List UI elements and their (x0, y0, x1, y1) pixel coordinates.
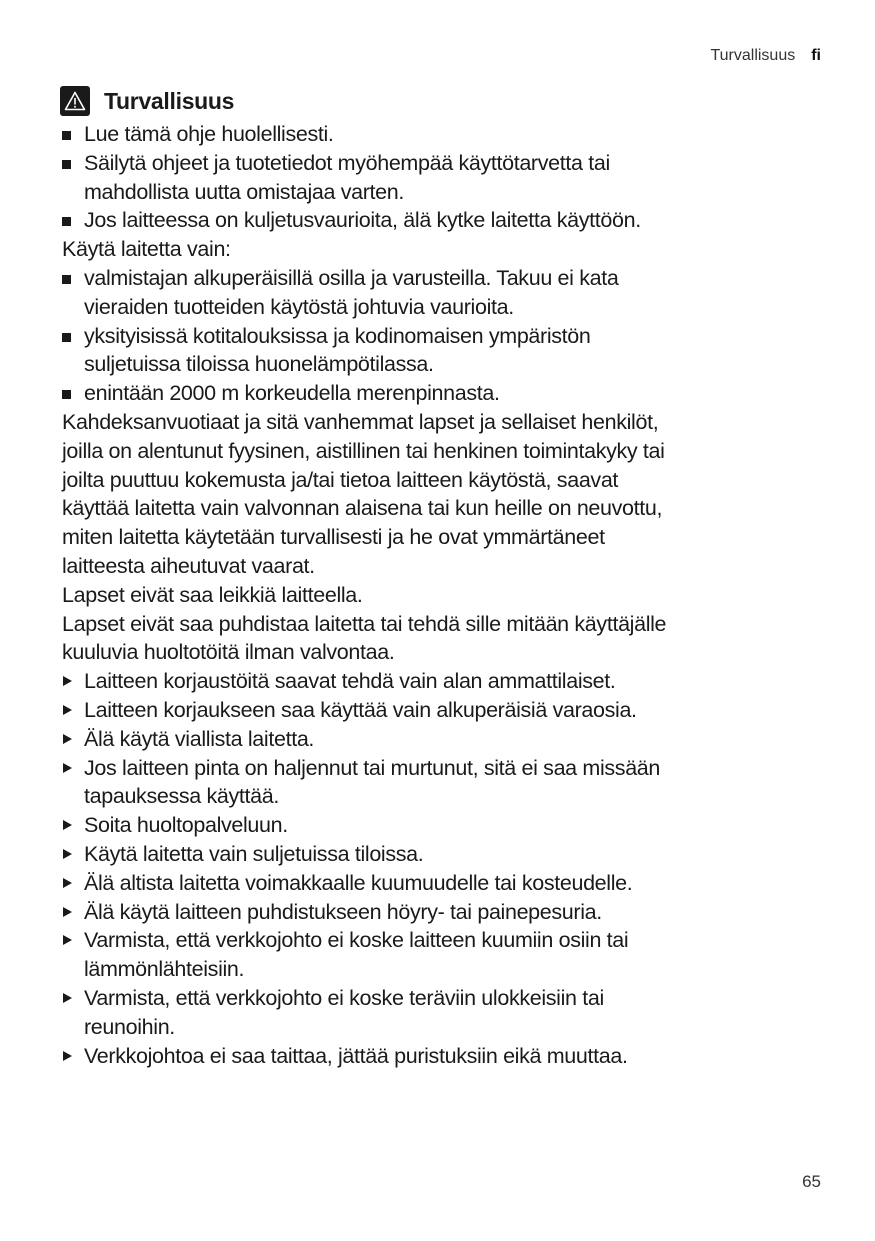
list-item (62, 379, 822, 408)
list-item (62, 667, 822, 696)
list-item (62, 322, 822, 380)
text-line: Verkkojohtoa ei saa taittaa, jättää puristuksiin eikä muuttaa. (84, 1043, 628, 1068)
list-item (62, 696, 822, 725)
list-item (62, 754, 822, 812)
header-language: fi (811, 47, 821, 64)
text-line: joilta puuttuu kokemusta ja/tai tietoa laitteen käytöstä, saavat (62, 467, 619, 492)
list-item (62, 984, 822, 1042)
paragraph (62, 408, 822, 581)
text-line: Käytä laitetta vain suljetuissa tiloissa. (84, 841, 424, 866)
text-line: käyttää laitetta vain valvonnan alaisena tai kun heille on neuvottu, (62, 496, 663, 521)
paragraph (62, 235, 822, 264)
text-line: Varmista, että verkkojohto ei koske laitteen kuumiin osiin tai (84, 928, 629, 953)
text-line: yksityisissä kotitalouksissa ja kodinomaisen ympäristön (84, 323, 591, 348)
text-line: Säilytä ohjeet ja tuotetiedot myöhempää käyttötarvetta tai (84, 150, 610, 175)
text-line: reunoihin. (84, 1014, 175, 1039)
text-line: Lue tämä ohje huolellisesti. (84, 122, 334, 146)
text-line: Laitteen korjaukseen saa käyttää vain alkuperäisiä varaosia. (84, 697, 637, 722)
list-item (62, 725, 822, 754)
text-line: Käytä laitetta vain: (62, 237, 231, 262)
text-line: kuuluvia huoltotöitä ilman valvontaa. (62, 640, 395, 665)
text-line: joilla on alentunut fyysinen, aistillinen tai henkinen toimintakyky tai (62, 438, 665, 463)
page-title: Turvallisuus (104, 87, 235, 114)
text-line: valmistajan alkuperäisillä osilla ja varusteilla. Takuu ei kata (84, 265, 619, 290)
text-line: Varmista, että verkkojohto ei koske teräviin ulokkeisiin tai (84, 985, 604, 1010)
text-line: lämmönlähteisiin. (84, 957, 245, 982)
list-item (62, 206, 822, 235)
text-line: Älä käytä laitteen puhdistukseen höyry- tai painepesuria. (84, 899, 602, 924)
list-item (62, 264, 822, 322)
page-number: 65 (802, 1172, 821, 1191)
text-line: miten laitetta käytetään turvallisesti ja he ovat ymmärtäneet (62, 525, 605, 550)
text-line: Lapset eivät saa leikkiä laitteella. (62, 582, 363, 607)
list-item (62, 840, 822, 869)
text-line: Jos laitteen pinta on haljennut tai murtunut, sitä ei saa missään (84, 755, 661, 780)
text-line: enintään 2000 m korkeudella merenpinnasta. (84, 381, 500, 406)
paragraph (62, 581, 822, 610)
warning-icon (60, 86, 90, 116)
text-line: suljetuissa tiloissa huonelämpötilassa. (84, 352, 434, 377)
list-item (62, 149, 822, 207)
list-item (62, 120, 822, 149)
running-header (710, 47, 821, 65)
text-line: vieraiden tuotteiden käytöstä johtuvia vaurioita. (84, 294, 514, 319)
list-item (62, 898, 822, 927)
paragraph (62, 610, 822, 668)
list-item (62, 926, 822, 984)
section-heading (60, 86, 234, 116)
text-line: Kahdeksanvuotiaat ja sitä vanhemmat lapset ja sellaiset henkilöt, (62, 409, 659, 434)
safety-content (62, 120, 822, 1070)
text-line: Laitteen korjaustöitä saavat tehdä vain alan ammattilaiset. (84, 669, 616, 694)
text-line: Soita huoltopalveluun. (84, 813, 288, 838)
text-line: Älä altista laitetta voimakkaalle kuumuudelle tai kosteudelle. (84, 870, 633, 895)
header-section: Turvallisuus (710, 47, 796, 64)
text-line: tapauksessa käyttää. (84, 784, 279, 809)
list-item (62, 869, 822, 898)
list-item (62, 1042, 822, 1071)
text-line: mahdollista uutta omistajaa varten. (84, 179, 404, 204)
text-line: laitteesta aiheutuvat vaarat. (62, 553, 315, 578)
text-line: Älä käytä viallista laitetta. (84, 726, 315, 751)
list-item (62, 811, 822, 840)
text-line: Lapset eivät saa puhdistaa laitetta tai tehdä sille mitään käyttäjälle (62, 611, 667, 636)
text-line: Jos laitteessa on kuljetusvaurioita, älä kytke laitetta käyttöön. (84, 208, 641, 233)
